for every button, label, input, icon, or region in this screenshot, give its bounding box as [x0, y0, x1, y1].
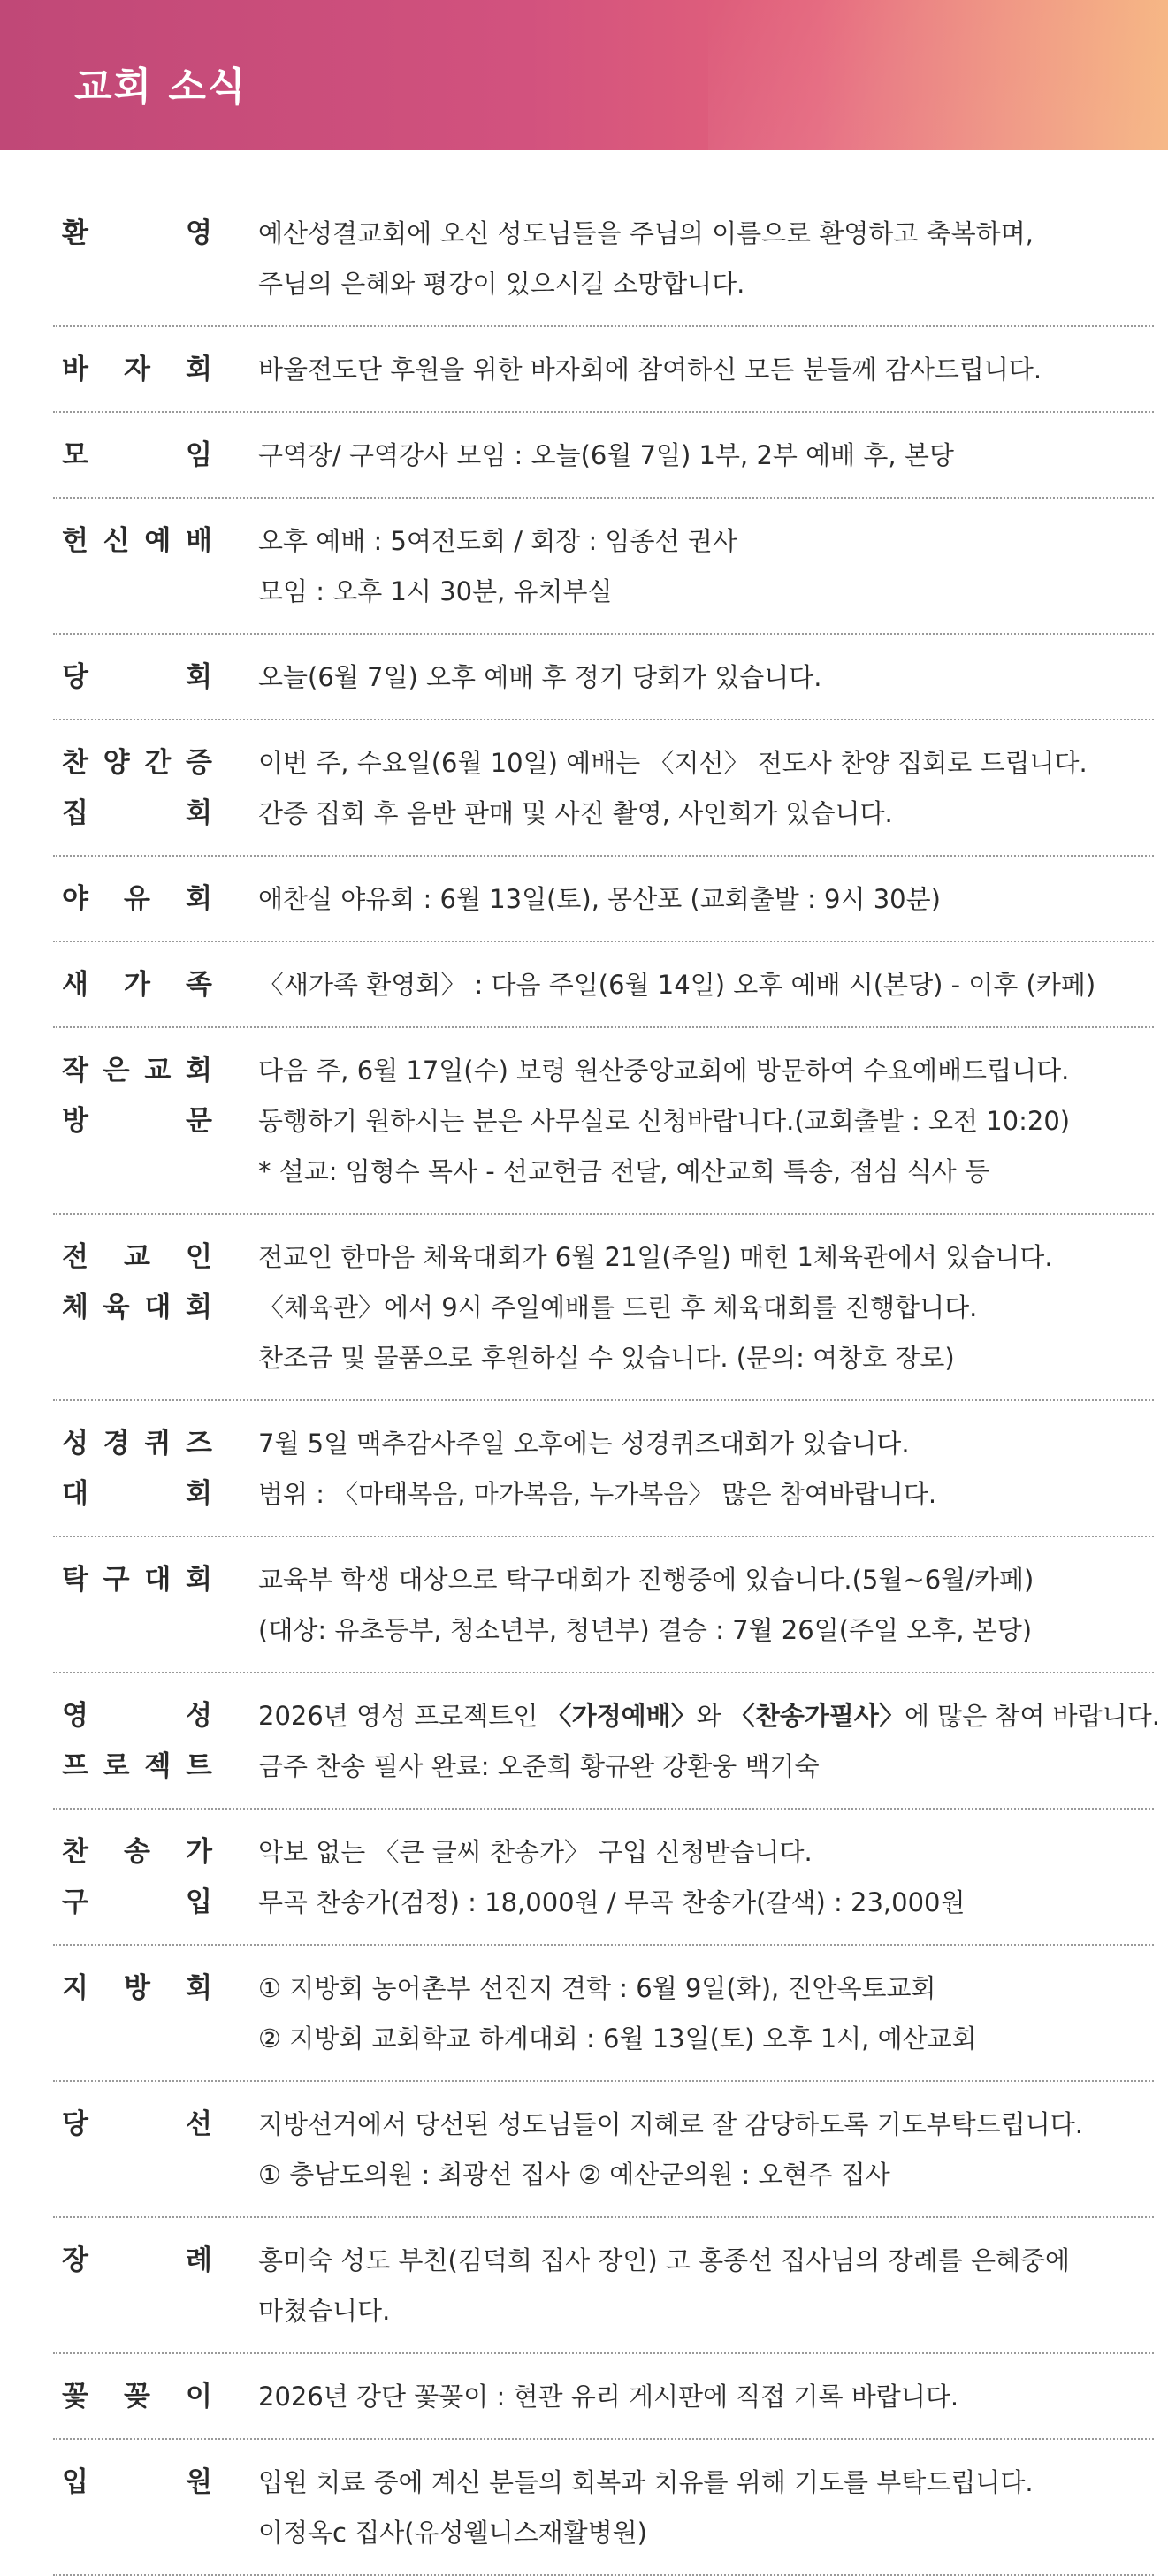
- text-line: 구역장/ 구역강사 모임 : 오늘(6월 7일) 1부, 2부 예배 후, 본당: [258, 440, 954, 470]
- text-line: 동행하기 원하시는 분은 사무실로 신청바랍니다.(교회출발 : 오전 10:20): [258, 1106, 1071, 1136]
- text-line: 오후 예배 : 5여전도회 / 회장 : 임종선 권사: [258, 526, 737, 556]
- news-item-text: [258, 874, 1154, 925]
- text-line: 예산성결교회에 오신 성도님들을 주님의 이름으로 환영하고 축복하며,: [258, 218, 1034, 248]
- page-title: 교회 소식: [74, 65, 248, 110]
- text-line: 범위 : 〈마태복음, 마가복음, 누가복음〉 많은 참여바랍니다.: [258, 1479, 937, 1509]
- label-line: 대 회: [62, 1478, 212, 1510]
- text-segment: 와: [696, 1701, 729, 1731]
- news-item-label: [62, 1827, 212, 1928]
- label-line: 집 회: [62, 797, 212, 829]
- header-banner: [0, 0, 1168, 150]
- news-item-text: [258, 1232, 1154, 1383]
- news-item-label: [62, 431, 212, 481]
- text-line: 이번 주, 수요일(6월 10일) 예배는 〈지선〉 전도사 찬양 집회로 드립니다.: [258, 748, 1088, 778]
- news-item: [53, 1401, 1154, 1537]
- news-item-text: [258, 431, 1154, 481]
- news-item-label: [62, 516, 212, 567]
- text-line: [258, 1741, 1160, 1792]
- news-item: [53, 2218, 1154, 2354]
- news-item: [53, 1537, 1154, 1673]
- news-item-label: [62, 2100, 212, 2150]
- label-line: 야 유 회: [62, 883, 212, 915]
- label-line: 환 영: [62, 217, 212, 249]
- news-item-text: [258, 209, 1154, 309]
- emphasis-text: 〈찬송가필사〉: [729, 1701, 905, 1731]
- label-line: 체 육 대 회: [62, 1292, 212, 1323]
- news-item-text: [258, 738, 1154, 839]
- news-item-label: [62, 1691, 212, 1792]
- news-item-label: [62, 2372, 212, 2422]
- news-item-text: [258, 2100, 1154, 2200]
- news-item-label: [62, 738, 212, 839]
- text-line: 7월 5일 맥추감사주일 오후에는 성경퀴즈대회가 있습니다.: [258, 1429, 910, 1459]
- text-segment: 2026년 영성 프로젝트인: [258, 1701, 546, 1731]
- news-item-text: [258, 2458, 1154, 2558]
- news-item: [53, 1946, 1154, 2082]
- emphasis-text: 〈가정예배〉: [546, 1701, 697, 1731]
- label-line: 당 회: [62, 661, 212, 693]
- news-item-text: [258, 516, 1154, 617]
- text-line: 주님의 은혜와 평강이 있으시길 소망합니다.: [258, 269, 745, 299]
- news-item-text: [258, 652, 1154, 703]
- text-line: 2026년 강단 꽃꽂이 : 현관 유리 게시판에 직접 기록 바랍니다.: [258, 2382, 959, 2412]
- news-item: [53, 635, 1154, 720]
- text-line: 전교인 한마음 체육대회가 6월 21일(주일) 매헌 1체육관에서 있습니다.: [258, 1242, 1053, 1272]
- news-item-label: [62, 1963, 212, 2014]
- label-line: 꽃 꽂 이: [62, 2381, 212, 2412]
- text-line: 〈새가족 환영회〉 : 다음 주일(6월 14일) 오후 예배 시(본당) - 이후 (카페): [258, 970, 1096, 1000]
- text-segment: 금주 찬송 필사 완료: 오준희 황규완 강환웅 백기숙: [258, 1751, 820, 1781]
- news-item: [53, 720, 1154, 857]
- text-line: 이정옥c 집사(유성웰니스재활병원): [258, 2518, 647, 2548]
- text-line: 마쳤습니다.: [258, 2296, 391, 2326]
- text-line: ① 지방회 농어촌부 선진지 견학 : 6월 9일(화), 진안옥토교회: [258, 1973, 936, 2003]
- text-line: [258, 1691, 1160, 1741]
- label-line: 전 교 인: [62, 1241, 212, 1273]
- news-item-text: [258, 1963, 1154, 2064]
- news-item: [53, 1673, 1160, 1810]
- news-item-label: [62, 1046, 212, 1147]
- label-line: 성 경 퀴 즈: [62, 1428, 212, 1459]
- label-line: 방 문: [62, 1105, 212, 1137]
- text-line: 바울전도단 후원을 위한 바자회에 참여하신 모든 분들께 감사드립니다.: [258, 354, 1042, 385]
- news-item: [53, 1215, 1154, 1401]
- news-item-label: [62, 1419, 212, 1520]
- text-line: 입원 치료 중에 계신 분들의 회복과 치유를 위해 기도를 부탁드립니다.: [258, 2467, 1034, 2497]
- text-line: 애찬실 야유회 : 6월 13일(토), 몽산포 (교회출발 : 9시 30분): [258, 884, 941, 914]
- news-item-label: [62, 960, 212, 1010]
- label-line: 영 성: [62, 1700, 212, 1732]
- news-item-text: [258, 1419, 1154, 1520]
- label-line: 프 로 젝 트: [62, 1750, 212, 1782]
- text-line: 〈체육관〉에서 9시 주일예배를 드린 후 체육대회를 진행합니다.: [258, 1292, 978, 1322]
- news-item-text: [258, 1827, 1154, 1928]
- news-item: [53, 1810, 1154, 1946]
- news-item-text: [258, 1046, 1154, 1197]
- text-line: 지방선거에서 당선된 성도님들이 지혜로 잘 감당하도록 기도부탁드립니다.: [258, 2109, 1083, 2139]
- news-item-label: [62, 345, 212, 395]
- label-line: 찬 송 가: [62, 1836, 212, 1868]
- news-item: [53, 857, 1154, 942]
- text-line: 간증 집회 후 음반 판매 및 사진 촬영, 사인회가 있습니다.: [258, 798, 893, 828]
- news-item-label: [62, 1555, 212, 1605]
- text-line: 교육부 학생 대상으로 탁구대회가 진행중에 있습니다.(5월~6월/카페): [258, 1565, 1034, 1595]
- label-line: 새 가 족: [62, 969, 212, 1001]
- label-line: 탁 구 대 회: [62, 1564, 212, 1596]
- news-item: [53, 2082, 1154, 2218]
- text-line: 무곡 찬송가(검정) : 18,000원 / 무곡 찬송가(갈색) : 23,000원: [258, 1887, 966, 1917]
- news-item-label: [62, 209, 212, 259]
- news-item-text: [258, 960, 1154, 1010]
- text-line: (대상: 유초등부, 청소년부, 청년부) 결승 : 7월 26일(주일 오후, 본당): [258, 1615, 1033, 1645]
- news-item: [53, 2354, 1154, 2440]
- news-item-text: [258, 2372, 1154, 2422]
- text-line: 다음 주, 6월 17일(수) 보령 원산중앙교회에 방문하여 수요예배드립니다.: [258, 1056, 1070, 1086]
- news-item: [53, 499, 1154, 635]
- news-item: [53, 413, 1154, 499]
- text-line: ② 지방회 교회학교 하계대회 : 6월 13일(토) 오후 1시, 예산교회: [258, 2023, 977, 2054]
- label-line: 지 방 회: [62, 1972, 212, 2004]
- text-line: 찬조금 및 물품으로 후원하실 수 있습니다. (문의: 여창호 장로): [258, 1343, 955, 1373]
- text-line: 모임 : 오후 1시 30분, 유치부실: [258, 576, 613, 606]
- label-line: 작 은 교 회: [62, 1055, 212, 1086]
- text-line: * 설교: 임형수 목사 - 선교헌금 전달, 예산교회 특송, 점심 식사 등: [258, 1156, 989, 1186]
- news-item: [53, 327, 1154, 413]
- news-item: [53, 191, 1154, 327]
- label-line: 헌 신 예 배: [62, 525, 212, 557]
- news-item-text: [258, 1555, 1154, 1656]
- label-line: 찬 양 간 증: [62, 747, 212, 779]
- label-line: 입 원: [62, 2466, 212, 2498]
- label-line: 모 임: [62, 439, 212, 471]
- news-item: [53, 1028, 1154, 1215]
- text-line: 오늘(6월 7일) 오후 예배 후 정기 당회가 있습니다.: [258, 662, 822, 692]
- news-item-label: [62, 874, 212, 925]
- news-list: [53, 191, 1160, 2576]
- text-segment: 에 많은 참여 바랍니다.: [904, 1701, 1160, 1731]
- text-line: 홍미숙 성도 부친(김덕희 집사 장인) 고 홍종선 집사님의 장례를 은혜중에: [258, 2245, 1070, 2275]
- label-line: 바 자 회: [62, 354, 212, 385]
- news-item-label: [62, 1232, 212, 1333]
- text-line: 악보 없는 〈큰 글씨 찬송가〉 구입 신청받습니다.: [258, 1837, 813, 1867]
- text-line: ① 충남도의원 : 최광선 집사 ② 예산군의원 : 오현주 집사: [258, 2160, 890, 2190]
- news-item: [53, 942, 1154, 1028]
- label-line: 당 선: [62, 2108, 212, 2140]
- news-item-text: [258, 1691, 1160, 1792]
- news-item-label: [62, 652, 212, 703]
- news-item: [53, 2440, 1154, 2576]
- news-item-text: [258, 2236, 1154, 2336]
- news-item-label: [62, 2236, 212, 2286]
- news-item-text: [258, 345, 1154, 395]
- label-line: 장 례: [62, 2244, 212, 2276]
- news-item-label: [62, 2458, 212, 2508]
- label-line: 구 입: [62, 1886, 212, 1918]
